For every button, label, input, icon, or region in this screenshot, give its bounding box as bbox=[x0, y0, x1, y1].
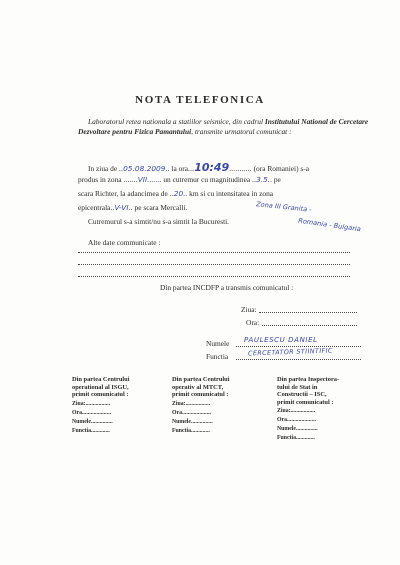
isc-ora-label: Ora bbox=[277, 417, 287, 424]
mtct-numele-label: Numele bbox=[172, 418, 191, 425]
isc-functia-label: Functia bbox=[277, 435, 297, 442]
report-line-4: epicentrala..V-VI.. pe scara Mercalli. bbox=[78, 203, 188, 212]
receiver-mtct: Din partea Centrului operativ al MTCT, primit comunicatul : Ziua:................. Ora.................... Numele............... Functia............. bbox=[172, 376, 264, 436]
isgu-ziua-label: Ziua: bbox=[72, 400, 86, 407]
intro-paragraph bbox=[78, 117, 378, 138]
other-info-line-1 bbox=[78, 252, 350, 253]
sender-ora-label: Ora: bbox=[246, 318, 260, 327]
intro-text-1: Laboratorul retea nationala a statiilor seismice, din cadrul bbox=[88, 117, 265, 126]
institute-name: Institutului National de Cercetare Dezvoltare pentru Fizica Pamantului bbox=[78, 117, 369, 137]
isgu-ora-label: Ora bbox=[72, 409, 82, 416]
sender-ora-line bbox=[262, 325, 357, 326]
label-in-ziua: In ziua de bbox=[88, 164, 118, 173]
label-la-ora: la ora bbox=[171, 164, 189, 173]
other-info-label: Alte date communicate : bbox=[88, 238, 161, 247]
mtct-ziua-label: Ziua: bbox=[172, 400, 186, 407]
zone-value: VII bbox=[137, 175, 148, 184]
sender-function-value: CERCETATOR STIINTIFIC bbox=[247, 346, 333, 358]
sender-function-line bbox=[236, 359, 361, 360]
receiver-isgu: Din partea Centrului operational al ISGU, primit comunicatul : Ziua:................. Ora.................... Numele............... Functia............. bbox=[72, 376, 160, 436]
isc-numele-label: Numele bbox=[277, 426, 296, 433]
sender-ziua-label: Ziua: bbox=[241, 305, 257, 314]
receiver-isc-heading: Din partea Inspectora- tului de Stat in Constructii – ISC, primit comunicatul : bbox=[277, 376, 340, 406]
other-info-line-3 bbox=[78, 276, 350, 277]
mtct-functia-label: Functia bbox=[172, 427, 192, 434]
handwritten-note-line-2: Romania - Bulgaria bbox=[297, 216, 362, 234]
sender-function-label: Functia bbox=[206, 352, 229, 361]
label-ora-romaniei: (ora Romaniei) s-a bbox=[253, 164, 310, 173]
label-epicentrala: epicentrala bbox=[78, 203, 111, 212]
report-line-3: scara Richter, la adancimea de ..20.. km si cu intensitatea in zona bbox=[78, 189, 274, 198]
report-line-2: produs in zona .......VII....... un cutremur cu magnitudinea ..3.5.. pe bbox=[78, 175, 281, 184]
report-line-1: In ziua de ..05.08.2009.. la ora...10:49........... (ora Romaniei) s-a bbox=[88, 161, 310, 174]
isc-ziua-label: Ziua: bbox=[277, 408, 291, 415]
label-km-intensitate: km si cu intensitatea in zona bbox=[189, 189, 274, 198]
isgu-functia-label: Functia bbox=[72, 427, 92, 434]
label-mercalli: pe scara Mercalli. bbox=[134, 203, 188, 212]
receiver-isgu-heading: Din partea Centrului operational al ISGU, primit comunicatul : bbox=[72, 376, 130, 399]
other-info-line-2 bbox=[78, 264, 350, 265]
time-value: 10:49 bbox=[194, 161, 230, 174]
felt-statement: Cutremurul s-a simtit/nu s-a simtit la Bucuresti. bbox=[88, 217, 230, 226]
handwritten-note-line-1: Zona III Granita - bbox=[255, 200, 313, 214]
label-produs-in-zona: produs in zona bbox=[78, 175, 122, 184]
magnitude-value: 3.5 bbox=[256, 175, 268, 184]
sender-label: Din partea INCDFP a transmis comunicatul : bbox=[160, 283, 294, 292]
receiver-mtct-heading: Din partea Centrului operativ al MTCT, primit comunicatul : bbox=[172, 376, 230, 399]
isgu-numele-label: Numele bbox=[72, 418, 91, 425]
mtct-ora-label: Ora bbox=[172, 409, 182, 416]
sender-name-label: Numele bbox=[206, 339, 230, 348]
intro-text-2: , transmite urmatorul comunicat : bbox=[191, 127, 292, 137]
label-scara-richter: scara Richter, la adancimea de bbox=[78, 189, 168, 198]
intensity-value: V-VI bbox=[114, 203, 129, 212]
depth-value: 20 bbox=[173, 189, 184, 198]
label-magnitudinea: un cutremur cu magnitudinea bbox=[163, 175, 251, 184]
date-value: 05.08.2009 bbox=[123, 164, 166, 173]
receiver-isc: Din partea Inspectora- tului de Stat in Constructii – ISC, primit comunicatul : Ziua:................. Ora.................... Numele............... Functia............. bbox=[277, 376, 367, 443]
label-pe: pe bbox=[273, 175, 281, 184]
sender-ziua-line bbox=[259, 312, 357, 313]
sender-name-value: PAULESCU DANIEL bbox=[244, 336, 318, 344]
document-title: NOTA TELEFONICA bbox=[135, 94, 265, 106]
